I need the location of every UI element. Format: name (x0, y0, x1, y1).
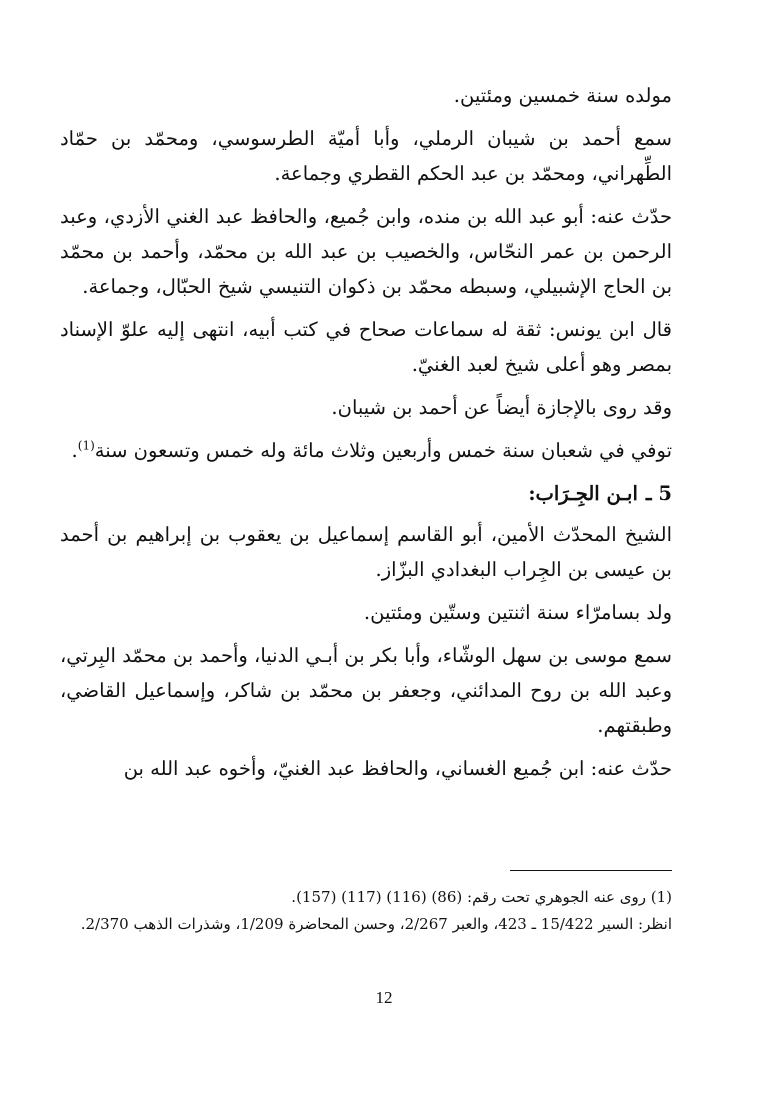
footnote-sources: انظر: السير 15/422 ـ 423، والعبر 2/267، وحسن المحاضرة 1/209، وشذرات الذهب 2/370. (80, 915, 672, 933)
paragraph-ijaza: وقد روى بالإجازة أيضاً عن أحمد بن شيبان. (331, 396, 672, 419)
paragraph-narrated-from-him: حدّث عنه: أبو عبد الله بن منده، وابن جُميع، والحافظ عبد الغني الأزدي، وعبد الرحمن بن عمر النحّاس، والخصيب بن عبد الله بن محمّد، وأحمد بن محمّد بن الحاج الإشبيلي، وسبطه محمّد بن ذكوان التنيسي شيخ الحبّال، وجماعة. (60, 205, 672, 298)
main-text (60, 78, 672, 794)
paragraph-entry-birth: ولد بسامرّاء سنة اثنتين وستّين ومئتين. (363, 601, 672, 624)
paragraph-ibn-yunus: قال ابن يونس: ثقة له سماعات صحاح في كتب أبيه، انتهى إليه علوّ الإسناد بمصر وهو أعلى شيخ لعبد الغنيّ. (60, 318, 672, 376)
page-number: 12 (375, 988, 393, 1007)
footnotes (60, 884, 672, 938)
paragraph-entry-heard-from: سمع موسى بن سهل الوشّاء، وأبا بكر بن أبـي الدنيا، وأحمد بن محمّد البِرتي، وعبد الله بن روح المدائني، وجعفر بن محمّد بن شاكر، وإسماعيل القاضي، وطبقتهم. (60, 644, 672, 737)
footnote-separator (510, 870, 672, 871)
death-text-end: . (71, 439, 78, 462)
paragraph-birth: مولده سنة خمسين ومئتين. (453, 84, 672, 107)
death-text: توفي في شعبان سنة خمس وأربعين وثلاث مائة وله خمس وتسعون سنة (94, 439, 672, 462)
entry-heading (60, 476, 672, 511)
paragraph-heard-from: سمع أحمد بن شيبان الرملي، وأبا أميّة الطرسوسي، ومحمّد بن حمّاد الطِّهراني، ومحمّد بن عبد الحكم القطري وجماعة. (60, 127, 672, 185)
entry-name: ابـن الجِـرَاب: (528, 482, 638, 505)
footnote-reference: (1) (77, 438, 95, 453)
footnote-1: (1) روى عنه الجوهري تحت رقم: (86) (116) (117) (157). (291, 888, 672, 906)
entry-number: 5 ـ (645, 482, 672, 505)
paragraph-death (60, 433, 672, 468)
paragraph-entry-narrated-from-him: حدّث عنه: ابن جُميع الغساني، والحافظ عبد الغنيّ، وأخوه عبد الله بن (123, 757, 672, 780)
paragraph-entry-intro: الشيخ المحدّث الأمين، أبو القاسم إسماعيل بن يعقوب بن إبراهيم بن أحمد بن عيسى بن الجِراب البغدادي البزّاز. (60, 523, 672, 581)
